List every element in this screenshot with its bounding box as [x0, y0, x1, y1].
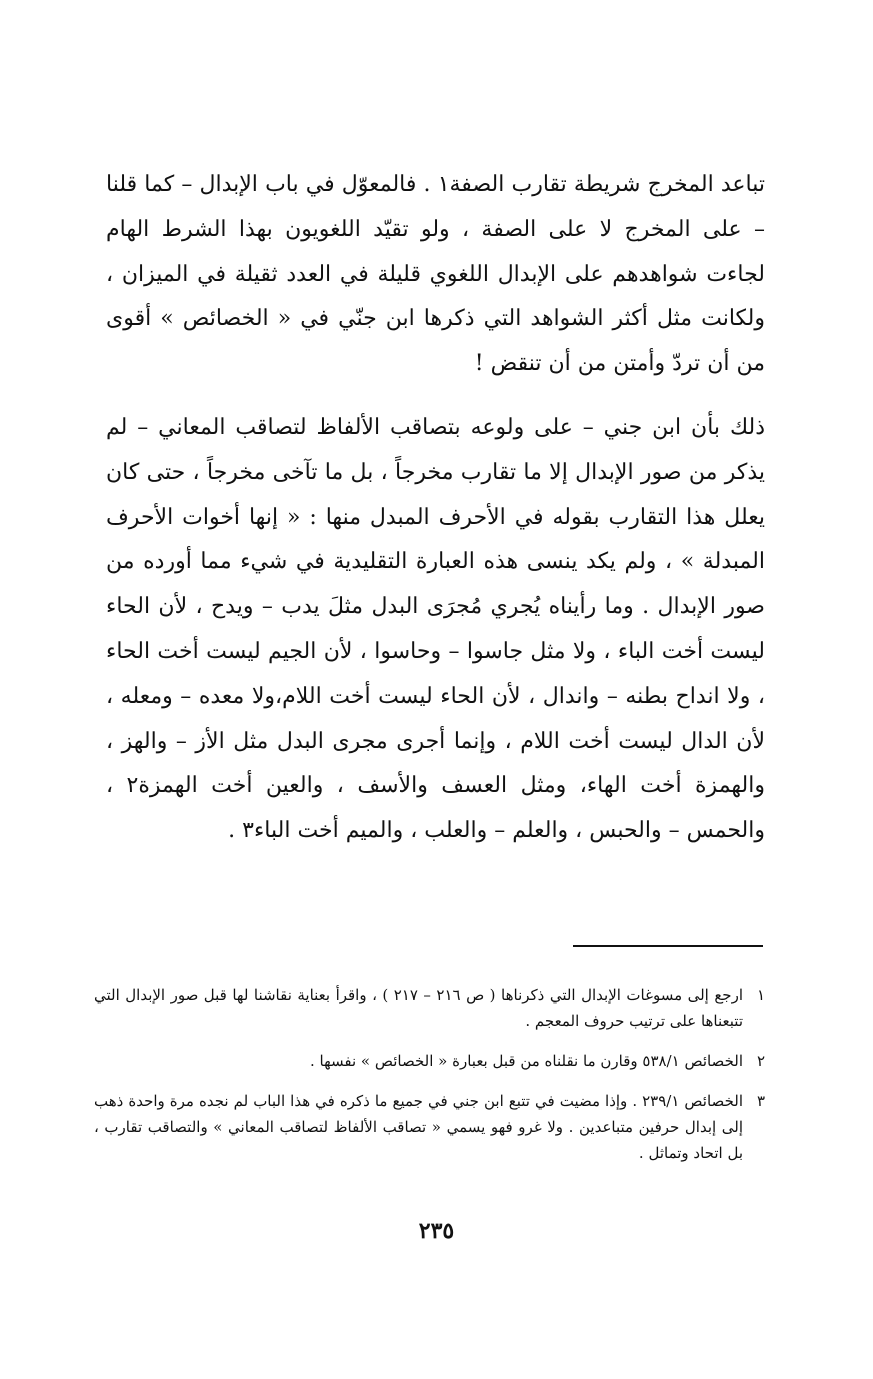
footnote-number: ١ [756, 986, 765, 1004]
footnote-separator [573, 945, 763, 947]
footnotes [94, 982, 765, 1180]
main-text [106, 163, 765, 854]
footnote-text: الخصائص ٢٣٩/١ . وإذا مضيت في تتبع ابن جني في جميع ما ذكره في هذا الباب لم نجده مرة واحدة ذهب إلى إبدال حرفين متباعدين . ولا غرو فهو يسمي « تصاقب الألفاظ لتصاقب المعاني » والتصاقب تقارب ، بل اتحاد وتماثل . [94, 1092, 743, 1162]
footnote-1 [94, 982, 765, 1034]
paragraph-2: ذلك بأن ابن جني – على ولوعه بتصاقب الألفاظ لتصاقب المعاني – لم يذكر من صور الإبدال إلا ما تقارب مخرجاً ، بل ما تآخى مخرجاً ، حتى كان يعلل هذا التقارب بقوله في الأحرف المبدل منها : « إنها أخوات الأحرف المبدلة » ، ولم يكد ينسى هذه العبارة التقليدية في شيء مما أورده من صور الإبدال . وما رأيناه يُجري مُجرَى البدل مثلَ يدب – ويدح ، لأن الحاء ليست أخت الباء ، ولا مثل جاسوا – وحاسوا ، لأن الجيم ليست أخت الحاء ، ولا انداح بطنه – واندال ، لأن الحاء ليست أخت اللام،ولا معده – ومعله ، لأن الدال ليست أخت اللام ، وإنما أجرى مجرى البدل مثل الأز – والهز ، والهمزة أخت الهاء، ومثل العسف والأسف ، والعين أخت الهمزة٢ ، والحمس – والحبس ، والعلم – والعلب ، والميم أخت الباء٣ . [106, 414, 765, 844]
footnote-number: ٣ [756, 1092, 765, 1110]
footnote-number: ٢ [756, 1052, 765, 1070]
paragraph-1: تباعد المخرج شريطة تقارب الصفة١ . فالمعوّل في باب الإبدال – كما قلنا – على المخرج لا على الصفة ، ولو تقيّد اللغويون بهذا الشرط الهام لجاءت شواهدهم على الإبدال اللغوي قليلة في العدد ثقيلة في الميزان ، ولكانت مثل أكثر الشواهد التي ذكرها ابن جنّي في « الخصائص » أقوى من أن تردّ وأمتن من أن تنقض ! [106, 172, 765, 377]
footnote-3 [94, 1088, 765, 1166]
page-number: ٢٣٥ [418, 1218, 455, 1244]
footnote-text: ارجع إلى مسوغات الإبدال التي ذكرناها ( ص ٢١٦ – ٢١٧ ) ، واقرأ بعناية نقاشنا لها قبل صور الإبدال التي تتبعناها على ترتيب حروف المعجم . [94, 986, 743, 1030]
footnote-2 [94, 1048, 765, 1074]
footnote-text: الخصائص ٥٣٨/١ وقارن ما نقلناه من قبل بعبارة « الخصائص » نفسها . [309, 1052, 743, 1070]
